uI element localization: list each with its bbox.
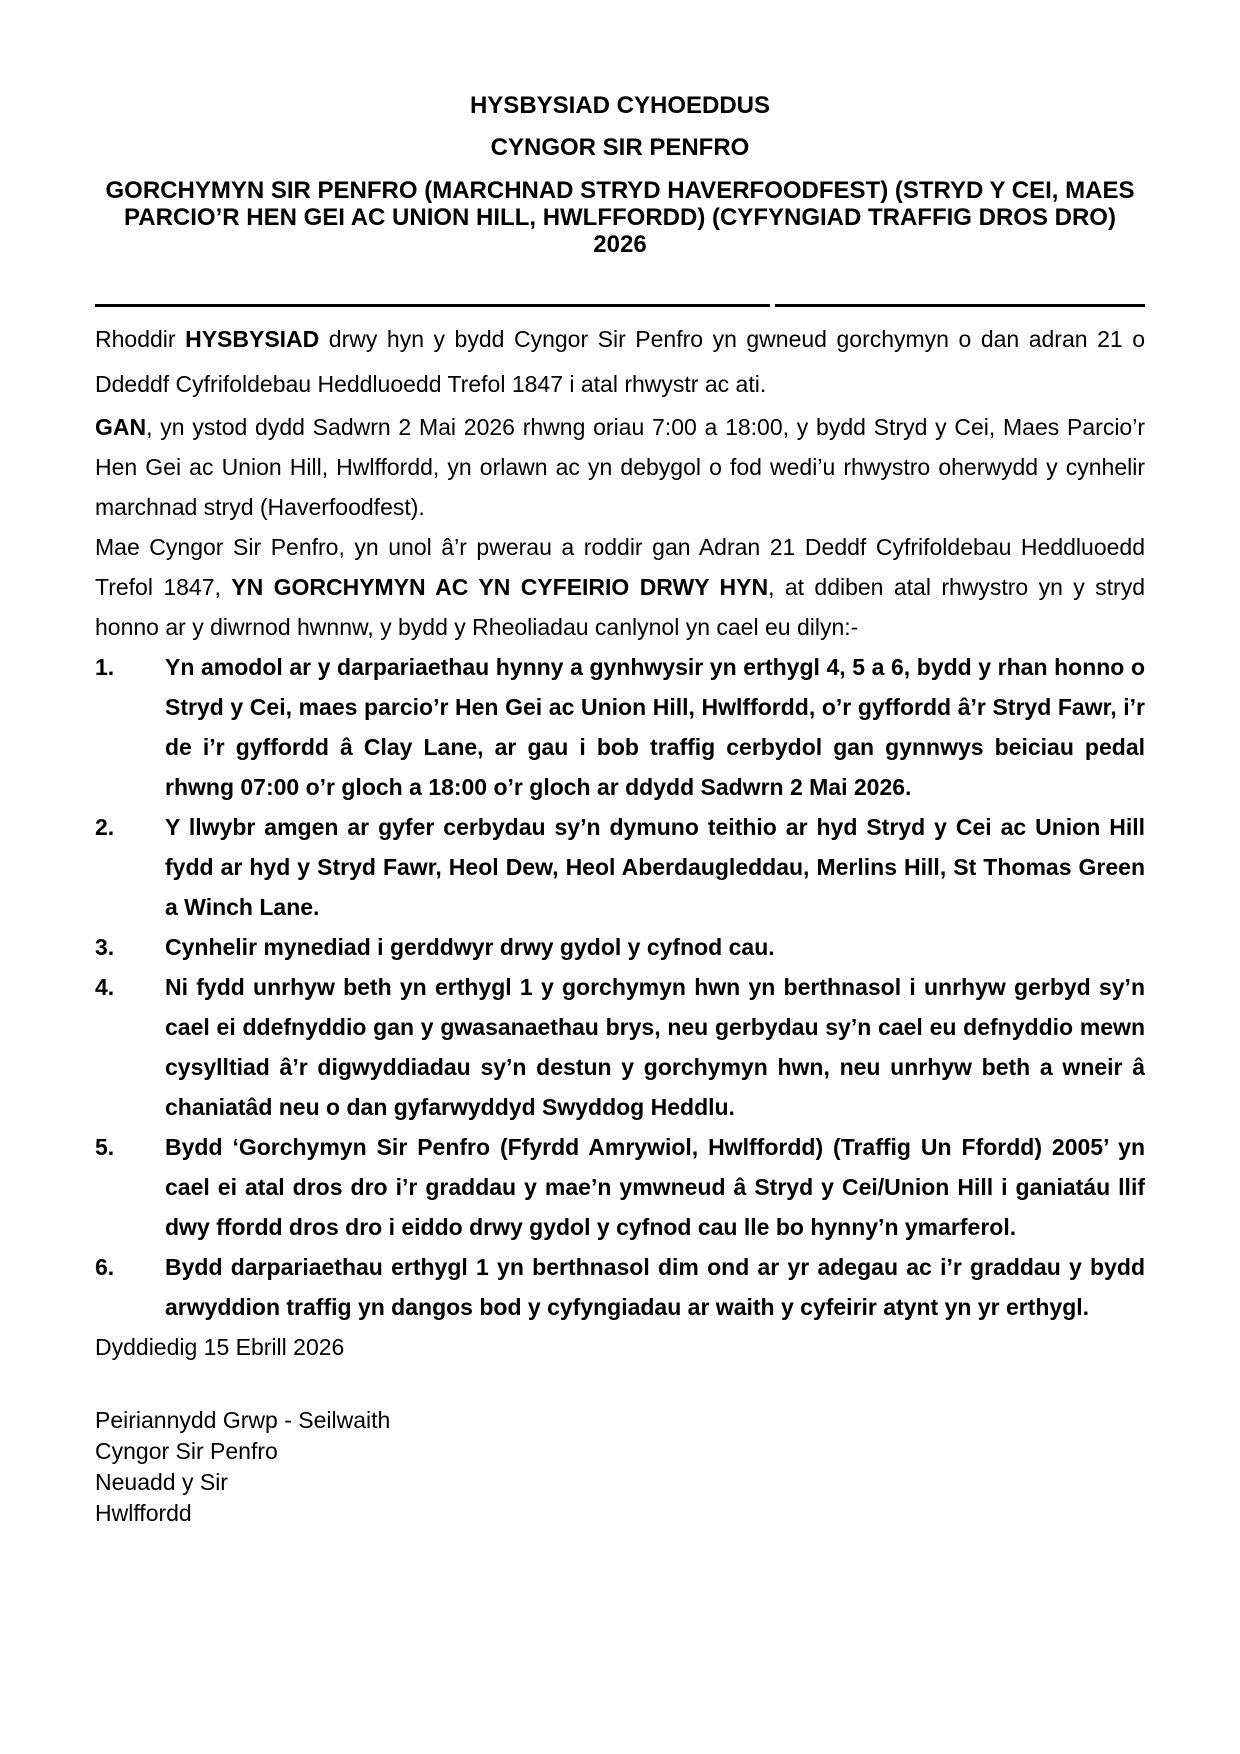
- regulations-list: [95, 647, 1145, 1327]
- regulation-text: Cynhelir mynediad i gerddwyr drwy gydol y cyfnod cau.: [165, 934, 775, 960]
- title-divider: [95, 304, 1145, 307]
- order-title: GORCHYMYN SIR PENFRO (MARCHNAD STRYD HAVERFOODFEST) (STRYD Y CEI, MAES PARCIO’R HEN GEI AC UNION HILL, HWLFFORDD) (CYFYNGIAD TRAFFIG DROS DRO) 2026: [105, 177, 1135, 258]
- order-text-post: , at ddiben atal rhwystro yn y stryd honno ar y diwrnod hwnnw, y bydd y Rheoliadau canlynol yn cael eu dilyn:-: [95, 574, 1145, 640]
- order-text-pre: Mae Cyngor Sir Penfro, yn unol â’r pwerau a roddir gan Adran 21 Deddf Cyfrifoldebau Heddluoedd Trefol 1847,: [95, 534, 1145, 600]
- regulation-number: 5.: [95, 1134, 115, 1160]
- dated-line: Dyddiedig 15 Ebrill 2026: [95, 1334, 345, 1360]
- order-paragraph: [95, 527, 1145, 647]
- regulation-number: 3.: [95, 934, 115, 960]
- regulation-number: 4.: [95, 974, 115, 1000]
- notice-heading: HYSBYSIAD CYHOEDDUS: [469, 92, 771, 119]
- regulation-item-6: [95, 1247, 1145, 1327]
- hysbysiad-bold-word: HYSBYSIAD: [185, 326, 320, 352]
- regulation-item-5: [95, 1127, 1145, 1247]
- signature-block: [95, 1405, 1145, 1529]
- regulation-text: Bydd darpariaethau erthygl 1 yn berthnasol dim ond ar yr adegau ac i’r graddau y bydd arwyddion traffig yn dangos bod y cyfyngiadau ar waith y cyfeirir atynt yn yr erthygl.: [165, 1254, 1145, 1320]
- regulation-number: 6.: [95, 1254, 115, 1280]
- gan-text-post: , yn ystod dydd Sadwrn 2 Mai 2026 rhwng oriau 7:00 a 18:00, y bydd Stryd y Cei, Maes Parcio’r Hen Gei ac Union Hill, Hwlffordd, yn orlawn ac yn debygol o fod wedi’u rhwystro oherwydd y cynhelir marchnad stryd (Haverfoodfest).: [95, 414, 1145, 520]
- regulation-text: Y llwybr amgen ar gyfer cerbydau sy’n dymuno teithio ar hyd Stryd y Cei ac Union Hill fydd ar hyd y Stryd Fawr, Heol Dew, Heol Aberdaugleddau, Merlins Hill, St Thomas Green a Winch Lane.: [165, 814, 1145, 920]
- signature-line-role: Peiriannydd Grwp - Seilwaith: [95, 1407, 391, 1433]
- order-bold-phrase: YN GORCHYMYN AC YN CYFEIRIO DRWY HYN: [231, 574, 769, 600]
- intro-text-pre: Rhoddir: [95, 326, 186, 352]
- regulation-item-4: [95, 967, 1145, 1127]
- gan-bold-word: GAN: [95, 414, 147, 440]
- signature-line-council: Cyngor Sir Penfro: [95, 1438, 278, 1464]
- divider-segment-right: [775, 304, 1145, 307]
- intro-paragraph: [95, 317, 1145, 407]
- regulation-text: Ni fydd unrhyw beth yn erthygl 1 y gorchymyn hwn yn berthnasol i unrhyw gerbyd sy’n cael ei ddefnyddio gan y gwasanaethau brys, neu gerbydau sy’n cael eu defnyddio mewn cysylltiad â’r digwyddiadau sy’n destun y gorchymyn hwn, neu unrhyw beth a wneir â chaniatâd neu o dan gyfarwyddyd Swyddog Heddlu.: [165, 974, 1145, 1120]
- intro-text-post: drwy hyn y bydd Cyngor Sir Penfro yn gwneud gorchymyn o dan adran 21 o Ddeddf Cyfrifoldebau Heddluoedd Trefol 1847 i atal rhwystr ac ati.: [95, 326, 1145, 397]
- regulation-text: Yn amodol ar y darpariaethau hynny a gynhwysir yn erthygl 4, 5 a 6, bydd y rhan honno o Stryd y Cei, maes parcio’r Hen Gei ac Union Hill, Hwlffordd, o’r gyffordd â’r Stryd Fawr, i’r de i’r gyffordd â Clay Lane, ar gau i bob traffig cerbydol gan gynnwys beiciau pedal rhwng 07:00 o’r gloch a 18:00 o’r gloch ar ddydd Sadwrn 2 Mai 2026.: [165, 654, 1145, 800]
- signature-line-building: Neuadd y Sir: [95, 1469, 228, 1495]
- regulation-item-2: [95, 807, 1145, 927]
- regulation-number: 1.: [95, 654, 115, 680]
- gan-paragraph: [95, 407, 1145, 527]
- signature-line-town: Hwlffordd: [95, 1500, 192, 1526]
- council-heading: CYNGOR SIR PENFRO: [490, 134, 750, 161]
- regulation-text: Bydd ‘Gorchymyn Sir Penfro (Ffyrdd Amrywiol, Hwlffordd) (Traffig Un Ffordd) 2005’ yn cael ei atal dros dro i’r graddau y mae’n ymwneud â Stryd y Cei/Union Hill i ganiatáu llif dwy ffordd dros dro i eiddo drwy gydol y cyfnod cau lle bo hynny’n ymarferol.: [165, 1134, 1145, 1240]
- regulation-item-1: [95, 647, 1145, 807]
- divider-segment-left: [95, 304, 770, 307]
- regulation-number: 2.: [95, 814, 115, 840]
- regulation-item-3: [95, 927, 1145, 967]
